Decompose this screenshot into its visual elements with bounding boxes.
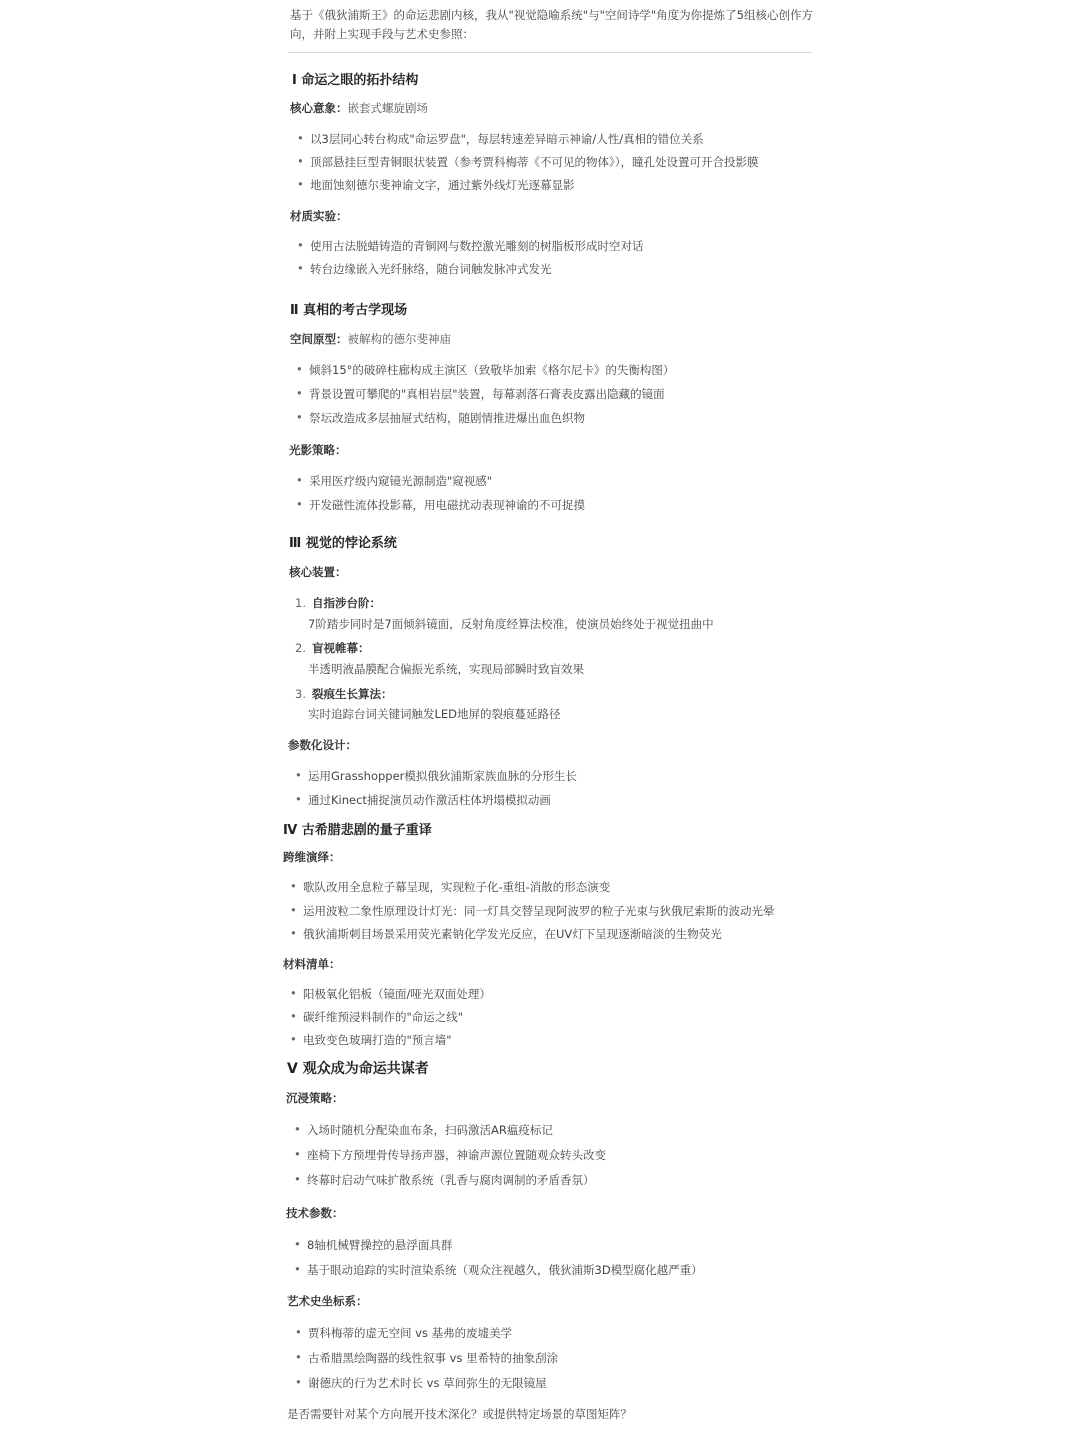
- list-item: • 倾斜15°的破碎柱廊构成主演区（致敬毕加索《格尔尼卡》的失衡构图）: [309, 362, 674, 378]
- list-item: • 通过Kinect捕捉演员动作激活柱体坍塌模拟动画: [308, 792, 551, 808]
- numbered-item-desc: 7阶踏步同时是7面倾斜镜面，反射角度经算法校准，使演员始终处于视觉扭曲中: [308, 617, 714, 631]
- list-item: • 8轴机械臂操控的悬浮面具群: [307, 1237, 452, 1253]
- section-title: Ⅴ 观众成为命运共谋者: [287, 1061, 429, 1077]
- list-item: • 碳纤维预浸料制作的"命运之线": [303, 1009, 463, 1025]
- numbered-item: 2. 盲视帷幕：: [295, 641, 370, 655]
- list-item: • 地面蚀刻德尔斐神谕文字，通过紫外线灯光逐幕显影: [310, 177, 575, 193]
- closing-question: 是否需要针对某个方向展开技术深化？或提供特定场景的草图矩阵？: [287, 1407, 632, 1421]
- list-item: • 采用医疗级内窥镜光源制造"窥视感": [309, 473, 492, 489]
- section-title: Ⅰ 命运之眼的拓扑结构: [292, 73, 419, 88]
- group-label: 参数化设计：: [288, 738, 357, 752]
- list-item: • 俄狄浦斯刺目场景采用荧光素钠化学发光反应，在UV灯下呈现逐渐暗淡的生物荧光: [303, 926, 722, 942]
- list-item: • 基于眼动追踪的实时渲染系统（观众注视越久，俄狄浦斯3D模型腐化越严重）: [307, 1262, 703, 1278]
- intro-line-2: 向，并附上实现手段与艺术史参照：: [290, 27, 474, 41]
- group-label: 核心装置：: [289, 565, 347, 579]
- list-item: • 转台边缘嵌入光纤脉络，随台词触发脉冲式发光: [310, 261, 552, 277]
- numbered-item: 3. 裂痕生长算法：: [295, 687, 393, 701]
- list-item: • 古希腊黑绘陶器的线性叙事 vs 里希特的抽象刮涂: [308, 1350, 558, 1366]
- list-item: • 座椅下方预埋骨传导扬声器，神谕声源位置随观众转头改变: [307, 1147, 606, 1163]
- group-label: 材质实验：: [290, 209, 348, 223]
- list-item: • 开发磁性流体投影幕，用电磁扰动表现神谕的不可捉摸: [309, 497, 585, 513]
- list-item: • 阳极氧化铝板（镜面/哑光双面处理）: [303, 986, 491, 1002]
- intro-line-1: 基于《俄狄浦斯王》的命运悲剧内核，我从"视觉隐喻系统"与"空间诗学"角度为你提炼了5组核心创作方: [290, 8, 813, 22]
- group-label: 空间原型：被解构的德尔斐神庙: [290, 332, 451, 346]
- section-title: Ⅳ 古希腊悲剧的量子重译: [283, 823, 432, 838]
- group-label: 沉浸策略：: [286, 1091, 344, 1105]
- group-value: 被解构的德尔斐神庙: [347, 332, 451, 346]
- list-item: • 祭坛改造成多层抽屉式结构，随剧情推进爆出血色织物: [309, 410, 585, 426]
- list-item: • 运用波粒二象性原理设计灯光：同一灯具交替呈现阿波罗的粒子光束与狄俄尼索斯的波动光晕: [303, 903, 775, 919]
- group-value: 嵌套式螺旋剧场: [347, 101, 428, 115]
- group-label: 核心意象：嵌套式螺旋剧场: [290, 101, 428, 115]
- numbered-item-desc: 半透明液晶膜配合偏振光系统，实现局部瞬时致盲效果: [308, 662, 584, 676]
- group-label: 跨维演绎：: [283, 850, 341, 864]
- group-label: 技术参数：: [286, 1206, 344, 1220]
- section-title: Ⅲ 视觉的悖论系统: [289, 536, 397, 551]
- list-item: • 背景设置可攀爬的"真相岩层"装置，每幕剥落石膏表皮露出隐藏的镜面: [309, 386, 665, 402]
- divider: [288, 52, 812, 53]
- group-label: 光影策略：: [289, 443, 347, 457]
- list-item: • 贾科梅蒂的虚无空间 vs 基弗的废墟美学: [308, 1325, 512, 1341]
- list-item: • 歌队改用全息粒子幕呈现，实现粒子化-重组-消散的形态演变: [303, 879, 610, 895]
- list-item: • 以3层同心转台构成"命运罗盘"，每层转速差异暗示神谕/人性/真相的错位关系: [310, 131, 704, 147]
- group-label: 材料清单：: [283, 957, 341, 971]
- list-item: • 谢德庆的行为艺术时长 vs 草间弥生的无限镜屋: [308, 1375, 547, 1391]
- list-item: • 运用Grasshopper模拟俄狄浦斯家族血脉的分形生长: [308, 768, 577, 784]
- group-label: 艺术史坐标系：: [287, 1294, 368, 1308]
- list-item: • 电致变色玻璃打造的"预言墙": [303, 1032, 452, 1048]
- section-title: Ⅱ 真相的考古学现场: [290, 303, 408, 318]
- list-item: • 使用古法脱蜡铸造的青铜网与数控激光雕刻的树脂板形成时空对话: [310, 238, 644, 254]
- list-item: • 终幕时启动气味扩散系统（乳香与腐肉调制的矛盾香氛）: [307, 1172, 595, 1188]
- list-item: • 入场时随机分配染血布条，扫码激活AR瘟疫标记: [307, 1122, 553, 1138]
- numbered-item: 1. 自指涉台阶：: [295, 596, 381, 610]
- numbered-item-desc: 实时追踪台词关键词触发LED地屏的裂痕蔓延路径: [308, 707, 561, 721]
- list-item: • 顶部悬挂巨型青铜眼状装置（参考贾科梅蒂《不可见的物体》），瞳孔处设置可开合投影膜: [310, 154, 759, 170]
